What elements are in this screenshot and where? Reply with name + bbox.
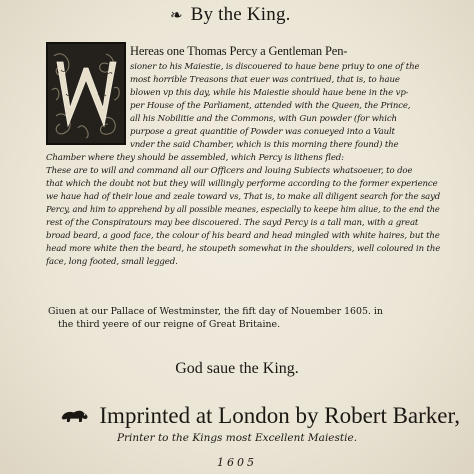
proclamation-line-14: rest of the Conspiratours may bee discouered. The sayd Percy is a tall man, with a great	[46, 218, 419, 228]
proclamation-line-5: per House of the Parliament, attended with the Queen, the Prince,	[130, 101, 411, 111]
printer-device-beast-icon	[60, 406, 89, 426]
proclamation-line-7: purpose a great quantitie of Powder was conueyed into a Vault	[130, 127, 395, 137]
proclamation-line-3: most horrible Treasons that euer was contriued, that is, to haue	[130, 75, 400, 85]
dateline	[48, 305, 438, 331]
proclamation-line-12: we haue had of their loue and zeale toward vs, That is, to make all diligent search for the sayd	[46, 192, 441, 202]
proclamation-line-16: head more white then the beard, he stoupeth somewhat in the shoulders, well coloured in the	[46, 244, 441, 254]
god-save-the-king: God saue the King.	[175, 360, 299, 377]
dateline-line-1: Giuen at our Pallace of Westminster, the fift day of Nouember 1605. in	[48, 306, 383, 317]
proclamation-line-11: that which the doubt not but they will willingly performe according to the former experience	[46, 179, 438, 189]
proclamation-line-1: Hereas one Thomas Percy a Gentleman Pen-	[130, 45, 348, 57]
dateline-line-2: the third yeere of our reigne of Great Britaine.	[58, 319, 281, 330]
imprint	[60, 402, 460, 430]
proclamation-line-9: Chamber where they should be assembled, which Percy is lithens fled:	[46, 153, 344, 163]
proclamation-title: By the King.	[190, 4, 291, 25]
fleuron-ornament-icon: ❧	[170, 6, 183, 24]
proclamation-line-17: face, long footed, small legged.	[46, 257, 178, 267]
proclamation-header	[170, 4, 330, 26]
proclamation-line-8: vnder the said Chamber, which is this morning there found) the	[130, 140, 399, 150]
proclamation-line-13: Percy, and him to apprehend by all possible meanes, especially to keepe him aliue, to the end the	[46, 205, 440, 215]
imprint-year: 1605	[217, 456, 257, 469]
proclamation-line-10: These are to will and command all our Officers and louing Subiects whatsoeuer, to doe	[46, 166, 413, 176]
imprint-line: Imprinted at London by Robert Barker,	[99, 403, 460, 428]
printer-title: Printer to the Kings most Excellent Maiestie.	[116, 432, 358, 444]
proclamation-line-6: all his Nobilitie and the Commons, with Gun powder (for which	[130, 114, 397, 124]
proclamation-line-15: broad beard, a good face, the colour of his beard and head mingled with white haires, but the	[46, 231, 440, 241]
proclamation-line-4: blowen vp this day, while his Maiestie should haue bene in the vp-	[130, 88, 409, 98]
initial-woodcut	[48, 44, 124, 143]
proclamation-line-2: sioner to his Maiestie, is discouered to haue bene priuy to one of the	[130, 62, 420, 72]
decorated-initial-w-icon	[46, 42, 126, 145]
